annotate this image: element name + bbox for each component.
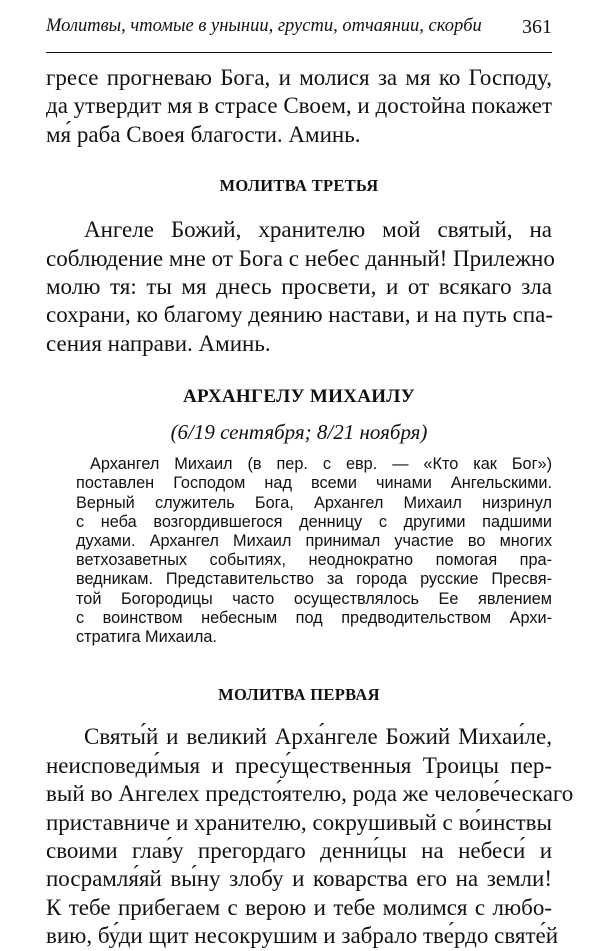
page-body [46,64,574,951]
paragraph-prayer-first [46,723,574,950]
heading-prayer-first: МОЛИТВА ПЕРВАЯ [218,685,380,705]
text-line: К тебе прибегаем с верою и тебе молимся с любо- [46,894,552,920]
note-line: стратига Михаила. [76,628,217,647]
text-line: вый во Ангелех предсто́ятелю, рода же челове́ческаго [46,781,574,807]
heading-prayer-third: МОЛИТВА ТРЕТЬЯ [219,176,379,196]
section-title: АРХАНГЕЛУ МИХАИЛУ [182,386,416,408]
text-line: своими глав́у прегордаго денни́цы на небеси́ и [46,837,552,863]
note-line: ведникам. Представительство за города русские Пресвя- [76,570,552,589]
text-line: вию, бу́ди щит несокрушим и забрало тве́рдо святе́й [46,923,559,949]
note-line: поставлен Господом над всеми чинами Ангельскими. [76,474,552,493]
note-line: с неба возгордившегося денницу с другими падшими [76,512,552,531]
text-line: Святы́й и великий Арха́нгеле Божий Михаи́ле, [84,724,552,750]
note-line: ветхозаветных событиях, неоднократно помогая пра- [76,551,552,570]
text-line: соблюдение мне от Бога с небес данный! Прилежно [46,245,555,271]
paragraph-continuation [46,64,552,149]
text-line: мя́ раба Своея благости. Аминь. [46,121,361,147]
page-number: 361 [522,16,552,38]
note-line: с воинством небесным под предводительством Архи- [76,608,552,627]
note-line: духами. Архангел Михаил принимал участие во многих [76,532,552,551]
text-line: да утвердит мя в страсе Своем, и достойна покажет [46,93,552,119]
paragraph-prayer-third [46,216,555,358]
text-line: сения направи. Аминь. [46,330,271,356]
note-line: той Богородицы часто осуществлялось Ее явлением [76,589,552,608]
text-line: Ангеле Божий, хранителю мой святый, на [84,217,552,243]
running-head [46,16,552,53]
note-line: Архангел Михаил (в пер. с евр. — «Кто как Бог») [90,455,552,474]
note-paragraph [46,455,552,647]
text-line: неисповеди́мыя и пресу́щественныя Троицы пер- [46,752,552,778]
text-line: молю тя: ты мя днесь просвети, и от всякаго зла [46,274,552,300]
section-date: (6/19 сентября; 8/21 ноября) [170,420,428,445]
note-line: Верный служитель Бога, Архангел Михаил низринул [76,493,552,512]
text-line: приставниче и хранителю, сокрушивый с во́инствы [46,809,552,835]
running-title: Молитвы, чтомые в унынии, грусти, отчаянии, скорби [46,16,482,36]
text-line: посрамля́яй вы́ну злобу и коварства его на земли! [46,866,552,892]
text-line: гресе прогневаю Бога, и молися за мя ко Господу, [46,65,552,90]
text-line: сохрани, ко благому деянию настави, и на путь спа- [46,302,554,328]
